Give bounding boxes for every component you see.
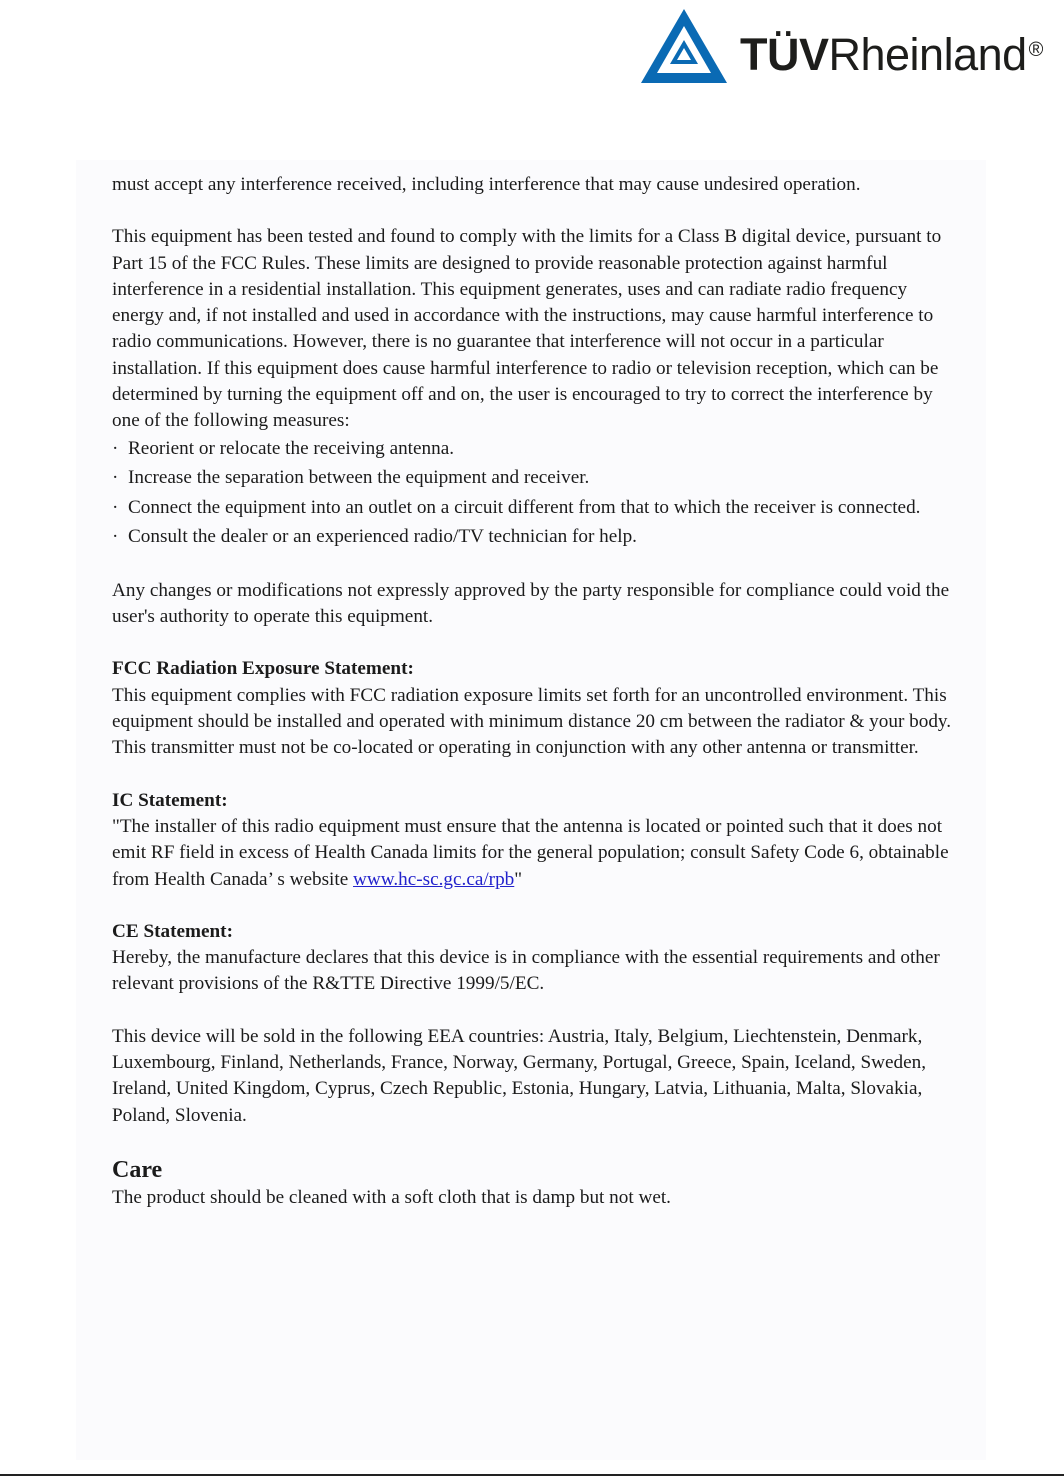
bullet-marker: · bbox=[112, 496, 119, 518]
radiation-text: This equipment complies with FCC radiation exposure limits set forth for an uncontrolled environment. This equipment should be installed and operated with minimum distance 20 cm between the radiator & your body. bbox=[112, 684, 952, 733]
bullet-marker: · bbox=[112, 526, 119, 548]
ic-text: "The installer of this radio equipment must ensure that the antenna is located or pointed such that it does not emit RF field in excess of Health Canada limits for the general population; consult Safety Code 6, obtainable from Health Canada’ s website bbox=[112, 815, 949, 890]
bullet-text: Consult the dealer or an experienced radio/TV technician for help. bbox=[128, 526, 637, 548]
intro-text: must accept any interference received, including interference that may cause undesired operation. bbox=[112, 174, 861, 195]
logo-wordmark bbox=[740, 29, 1043, 80]
triangle-logo-icon bbox=[638, 6, 730, 86]
bullet-item bbox=[112, 464, 952, 493]
bullet-text: Connect the equipment into an outlet on a circuit different from that to which the receiver is connected. bbox=[128, 496, 921, 518]
changes-paragraph: Any changes or modifications not expressly approved by the party responsible for compliance could void the user's authority to operate this equipment. bbox=[112, 579, 950, 628]
ce-text: Hereby, the manufacture declares that this device is in compliance with the essential requirements and other relevant provisions of the R&TTE Directive 1999/5/EC. bbox=[112, 947, 940, 995]
logo-brand-regular: Rheinland bbox=[828, 29, 1027, 80]
health-canada-link[interactable]: www.hc-sc.gc.ca/rpb bbox=[353, 868, 515, 890]
tuv-rheinland-logo bbox=[638, 6, 1058, 86]
bullet-marker: · bbox=[112, 438, 119, 460]
bullet-item bbox=[112, 435, 952, 464]
care-text: The product should be cleaned with a soft cloth that is damp but not wet. bbox=[112, 1186, 671, 1208]
bullet-text: Reorient or relocate the receiving antenna. bbox=[128, 438, 455, 460]
radiation-heading: FCC Radiation Exposure Statement: bbox=[112, 658, 414, 680]
registered-mark: ® bbox=[1028, 39, 1043, 61]
footer-divider bbox=[0, 1474, 1064, 1476]
ic-closing-quote: " bbox=[514, 868, 523, 890]
eea-countries-text-2: Ireland, United Kingdom, Cyprus, Czech Republic, Estonia, Hungary, Latvia, Lithuania, Malta, Slovakia, Poland, Slovenia. bbox=[112, 1078, 923, 1126]
radiation-text-2: This transmitter must not be co-located or operating in conjunction with any other antenna or transmitter. bbox=[112, 737, 919, 759]
ic-paragraph bbox=[112, 814, 952, 893]
document-content bbox=[112, 172, 952, 1211]
ce-heading: CE Statement: bbox=[112, 920, 233, 942]
bullet-text: Increase the separation between the equipment and receiver. bbox=[128, 467, 590, 489]
ic-heading: IC Statement: bbox=[112, 789, 228, 811]
bullet-item bbox=[112, 493, 952, 522]
bullet-item bbox=[112, 523, 952, 552]
bullet-marker: · bbox=[112, 467, 119, 489]
care-heading: Care bbox=[112, 1156, 163, 1183]
fcc-paragraph: This equipment has been tested and found to comply with the limits for a Class B digital device, pursuant to Part 15 of the FCC Rules. These limits are designed to provide reasonable protection against harmful interference in a residential installation. This equipment generates, uses and can radiate radio frequency energy and, if not installed and used in accordance with the instructions, may cause harmful interference to radio communications. However, there is no guarantee that interference will not occur in a particular installation. If this equipment does cause harmful interference to radio or television reception, which can be determined by turning the equipment off and on, the user is encouraged to try to correct the interference by one of the following measures: bbox=[112, 226, 942, 432]
logo-brand-bold: TÜV bbox=[740, 29, 829, 80]
eea-countries-text: This device will be sold in the following EEA countries: Austria, Italy, Belgium, Liechtenstein, Denmark, Luxembourg, Finland, Netherlands, France, Norway, Germany, Portugal, Greece, Spain, Iceland, Sweden, bbox=[112, 1025, 926, 1074]
